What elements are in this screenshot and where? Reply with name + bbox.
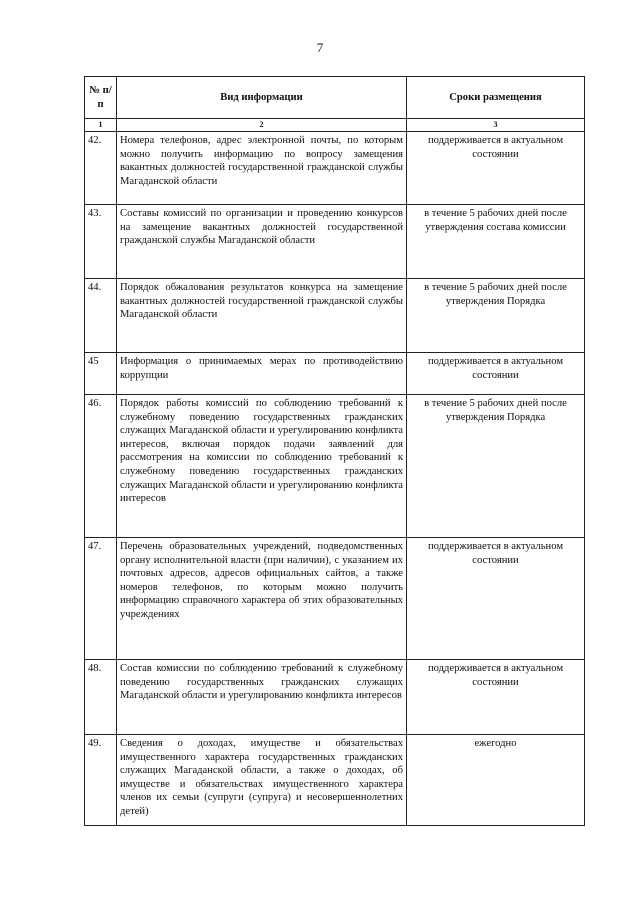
row-number: 43. xyxy=(85,205,117,279)
row-info: Составы комиссий по организации и проведению конкурсов на замещение вакантных должностей государственной гражданской службы Магаданской области xyxy=(117,205,407,279)
row-info: Порядок обжалования результатов конкурса на замещение вакантных должностей государственной гражданской службы Магаданской области xyxy=(117,279,407,353)
row-number: 42. xyxy=(85,132,117,205)
table-row xyxy=(85,735,585,826)
row-info: Порядок работы комиссий по соблюдению требований к служебному поведению государственных гражданских служащих Магаданской области и урегулированию конфликта интересов, включая порядок подачи заявлений для рассмотрения на комиссии по соблюдению требований к служебному поведению государственных гражданских служащих Магаданской области и урегулированию конфликта интересов xyxy=(117,395,407,538)
table-row xyxy=(85,205,585,279)
row-term: поддерживается в актуальном состоянии xyxy=(407,660,585,735)
header-number: № п/п xyxy=(85,77,117,119)
row-term: в течение 5 рабочих дней после утверждения Порядка xyxy=(407,279,585,353)
table-header-row xyxy=(85,77,585,119)
row-number: 48. xyxy=(85,660,117,735)
page-number: 7 xyxy=(316,40,324,55)
column-index: 2 xyxy=(117,119,407,132)
row-term: в течение 5 рабочих дней после утверждения Порядка xyxy=(407,395,585,538)
row-term: ежегодно xyxy=(407,735,585,826)
row-number: 45 xyxy=(85,353,117,395)
table-row xyxy=(85,353,585,395)
row-info: Информация о принимаемых мерах по противодействию коррупции xyxy=(117,353,407,395)
header-info-type: Вид информации xyxy=(117,77,407,119)
row-number: 47. xyxy=(85,538,117,660)
row-info: Состав комиссии по соблюдению требований к служебному поведению государственных гражданских служащих Магаданской области и урегулированию конфликта интересов xyxy=(117,660,407,735)
row-number: 44. xyxy=(85,279,117,353)
table-row xyxy=(85,660,585,735)
row-term: поддерживается в актуальном состоянии xyxy=(407,353,585,395)
column-index: 1 xyxy=(85,119,117,132)
row-info: Номера телефонов, адрес электронной почты, по которым можно получить информацию по вопросу замещения вакантных должностей государственной гражданской службы Магаданской области xyxy=(117,132,407,205)
column-index: 3 xyxy=(407,119,585,132)
table-row xyxy=(85,132,585,205)
table-row xyxy=(85,395,585,538)
row-term: поддерживается в актуальном состоянии xyxy=(407,132,585,205)
table-row xyxy=(85,538,585,660)
information-table xyxy=(84,76,585,826)
table-row xyxy=(85,279,585,353)
row-number: 49. xyxy=(85,735,117,826)
row-number: 46. xyxy=(85,395,117,538)
row-info: Перечень образовательных учреждений, подведомственных органу исполнительной власти (при наличии), с указанием их почтовых адресов, адресов официальных сайтов, а также номеров телефонов, по которым можно получить информацию справочного характера об этих образовательных учреждениях xyxy=(117,538,407,660)
row-term: поддерживается в актуальном состоянии xyxy=(407,538,585,660)
row-info: Сведения о доходах, имуществе и обязательствах имущественного характера государственных гражданских служащих Магаданской области, а также о доходах, об имуществе и обязательствах имущественного характера членов их семьи (супруги (супруга) и несовершеннолетних детей) xyxy=(117,735,407,826)
column-index-row xyxy=(85,119,585,132)
row-term: в течение 5 рабочих дней после утверждения состава комиссии xyxy=(407,205,585,279)
header-placement-term: Сроки размещения xyxy=(407,77,585,119)
